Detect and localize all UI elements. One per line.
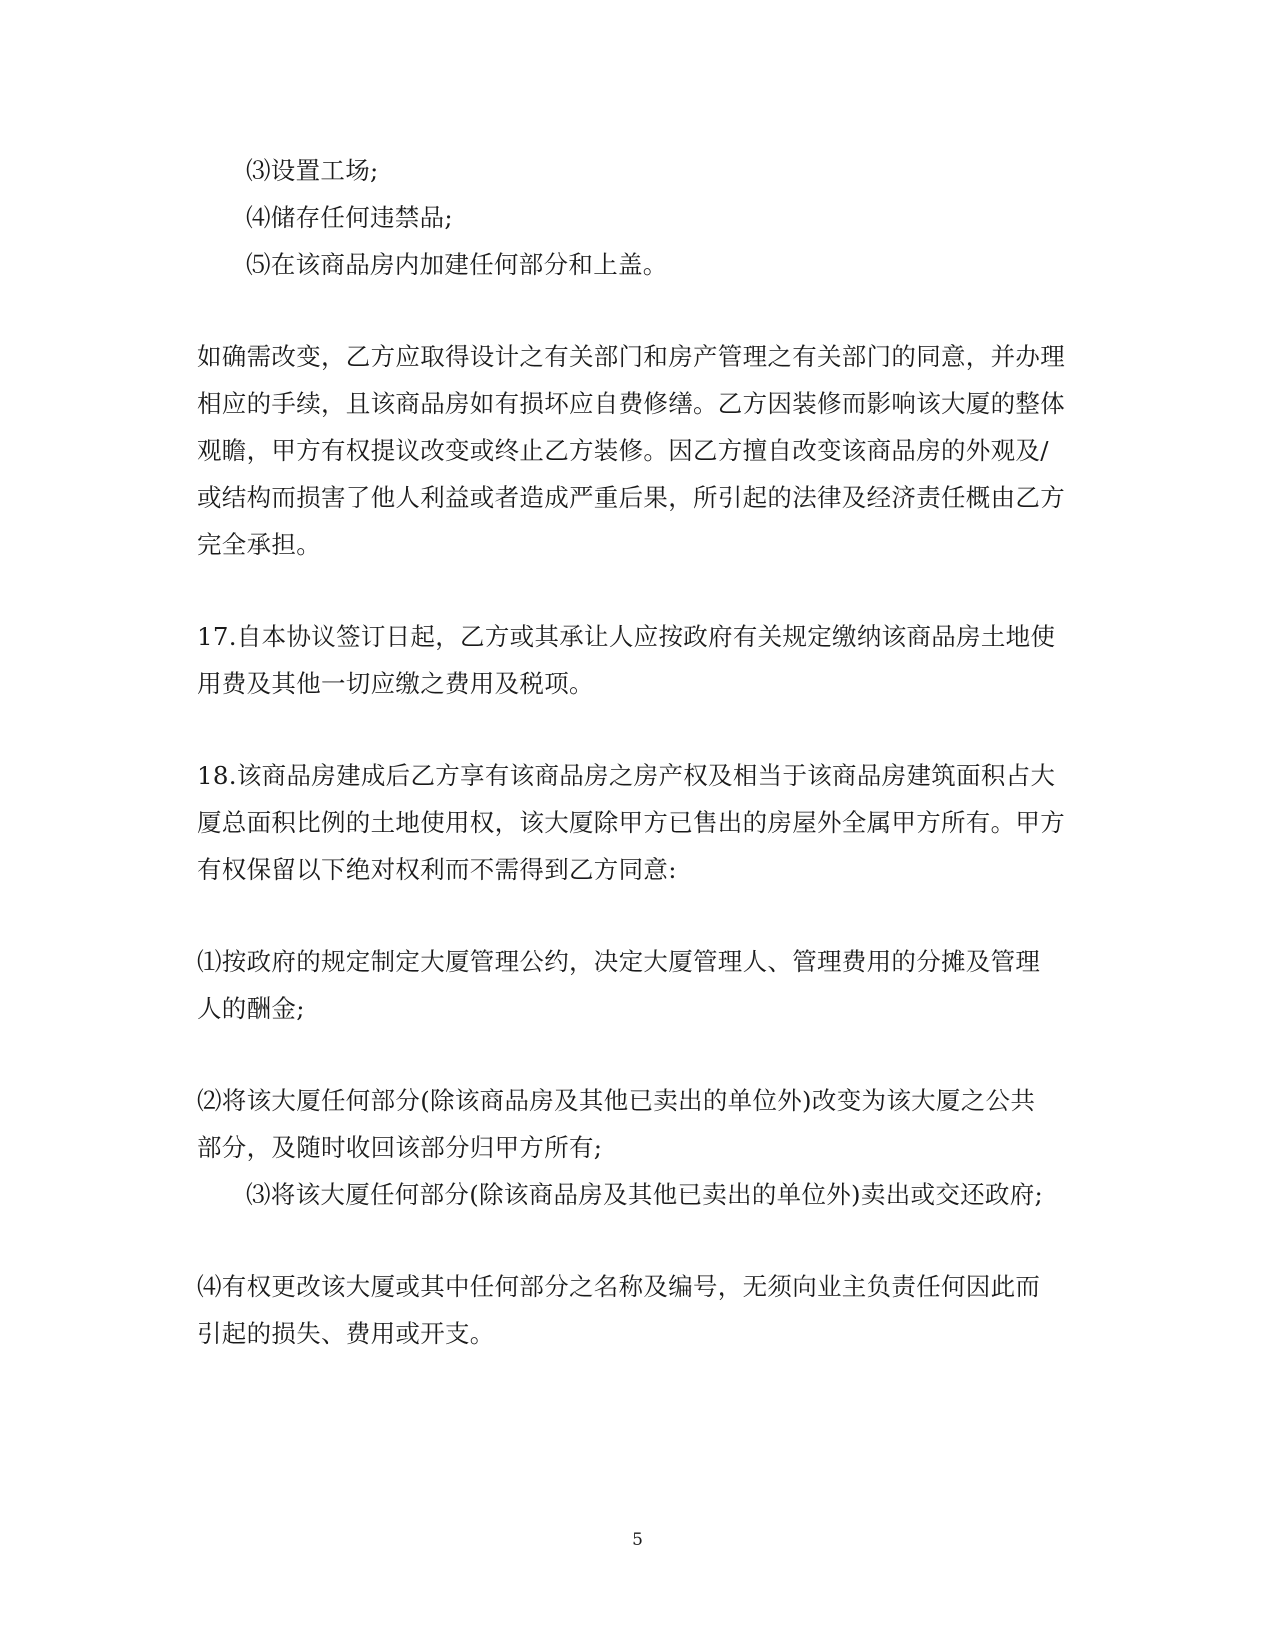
text-line: 用费及其他一切应缴之费用及税项。 <box>197 669 594 698</box>
text-line: ⑷储存任何违禁品; <box>246 203 453 232</box>
text-line: ⑵将该大厦任何部分(除该商品房及其他已卖出的单位外)改变为该大厦之公共 <box>197 1086 1036 1115</box>
page-number: 5 <box>632 1530 643 1550</box>
text-line: 部分，及随时收回该部分归甲方所有; <box>197 1133 603 1162</box>
text-line: 引起的损失、费用或开支。 <box>197 1319 495 1348</box>
text-line: 人的酬金; <box>197 994 305 1023</box>
text-line: 观瞻，甲方有权提议改变或终止乙方装修。因乙方擅自改变该商品房的外观及/ <box>197 436 1049 465</box>
text-line: 有权保留以下绝对权利而不需得到乙方同意: <box>197 855 677 884</box>
text-line: 相应的手续，且该商品房如有损坏应自费修缮。乙方因装修而影响该大厦的整体 <box>197 389 1065 418</box>
text-line: 17.自本协议签订日起，乙方或其承让人应按政府有关规定缴纳该商品房土地使 <box>197 622 1056 651</box>
text-line: 完全承担。 <box>197 530 321 559</box>
text-line: ⑶设置工场; <box>246 156 379 185</box>
text-line: 如确需改变，乙方应取得设计之有关部门和房产管理之有关部门的同意，并办理 <box>197 342 1065 371</box>
text-line: ⑷有权更改该大厦或其中任何部分之名称及编号，无须向业主负责任何因此而 <box>197 1272 1041 1301</box>
text-line: ⑶将该大厦任何部分(除该商品房及其他已卖出的单位外)卖出或交还政府; <box>246 1180 1044 1209</box>
text-line: ⑴按政府的规定制定大厦管理公约，决定大厦管理人、管理费用的分摊及管理 <box>197 947 1041 976</box>
text-line: ⑸在该商品房内加建任何部分和上盖。 <box>246 250 668 279</box>
text-line: 或结构而损害了他人利益或者造成严重后果，所引起的法律及经济责任概由乙方 <box>197 483 1065 512</box>
text-line: 18.该商品房建成后乙方享有该商品房之房产权及相当于该商品房建筑面积占大 <box>197 761 1056 790</box>
text-line: 厦总面积比例的土地使用权，该大厦除甲方已售出的房屋外全属甲方所有。甲方 <box>197 808 1065 837</box>
